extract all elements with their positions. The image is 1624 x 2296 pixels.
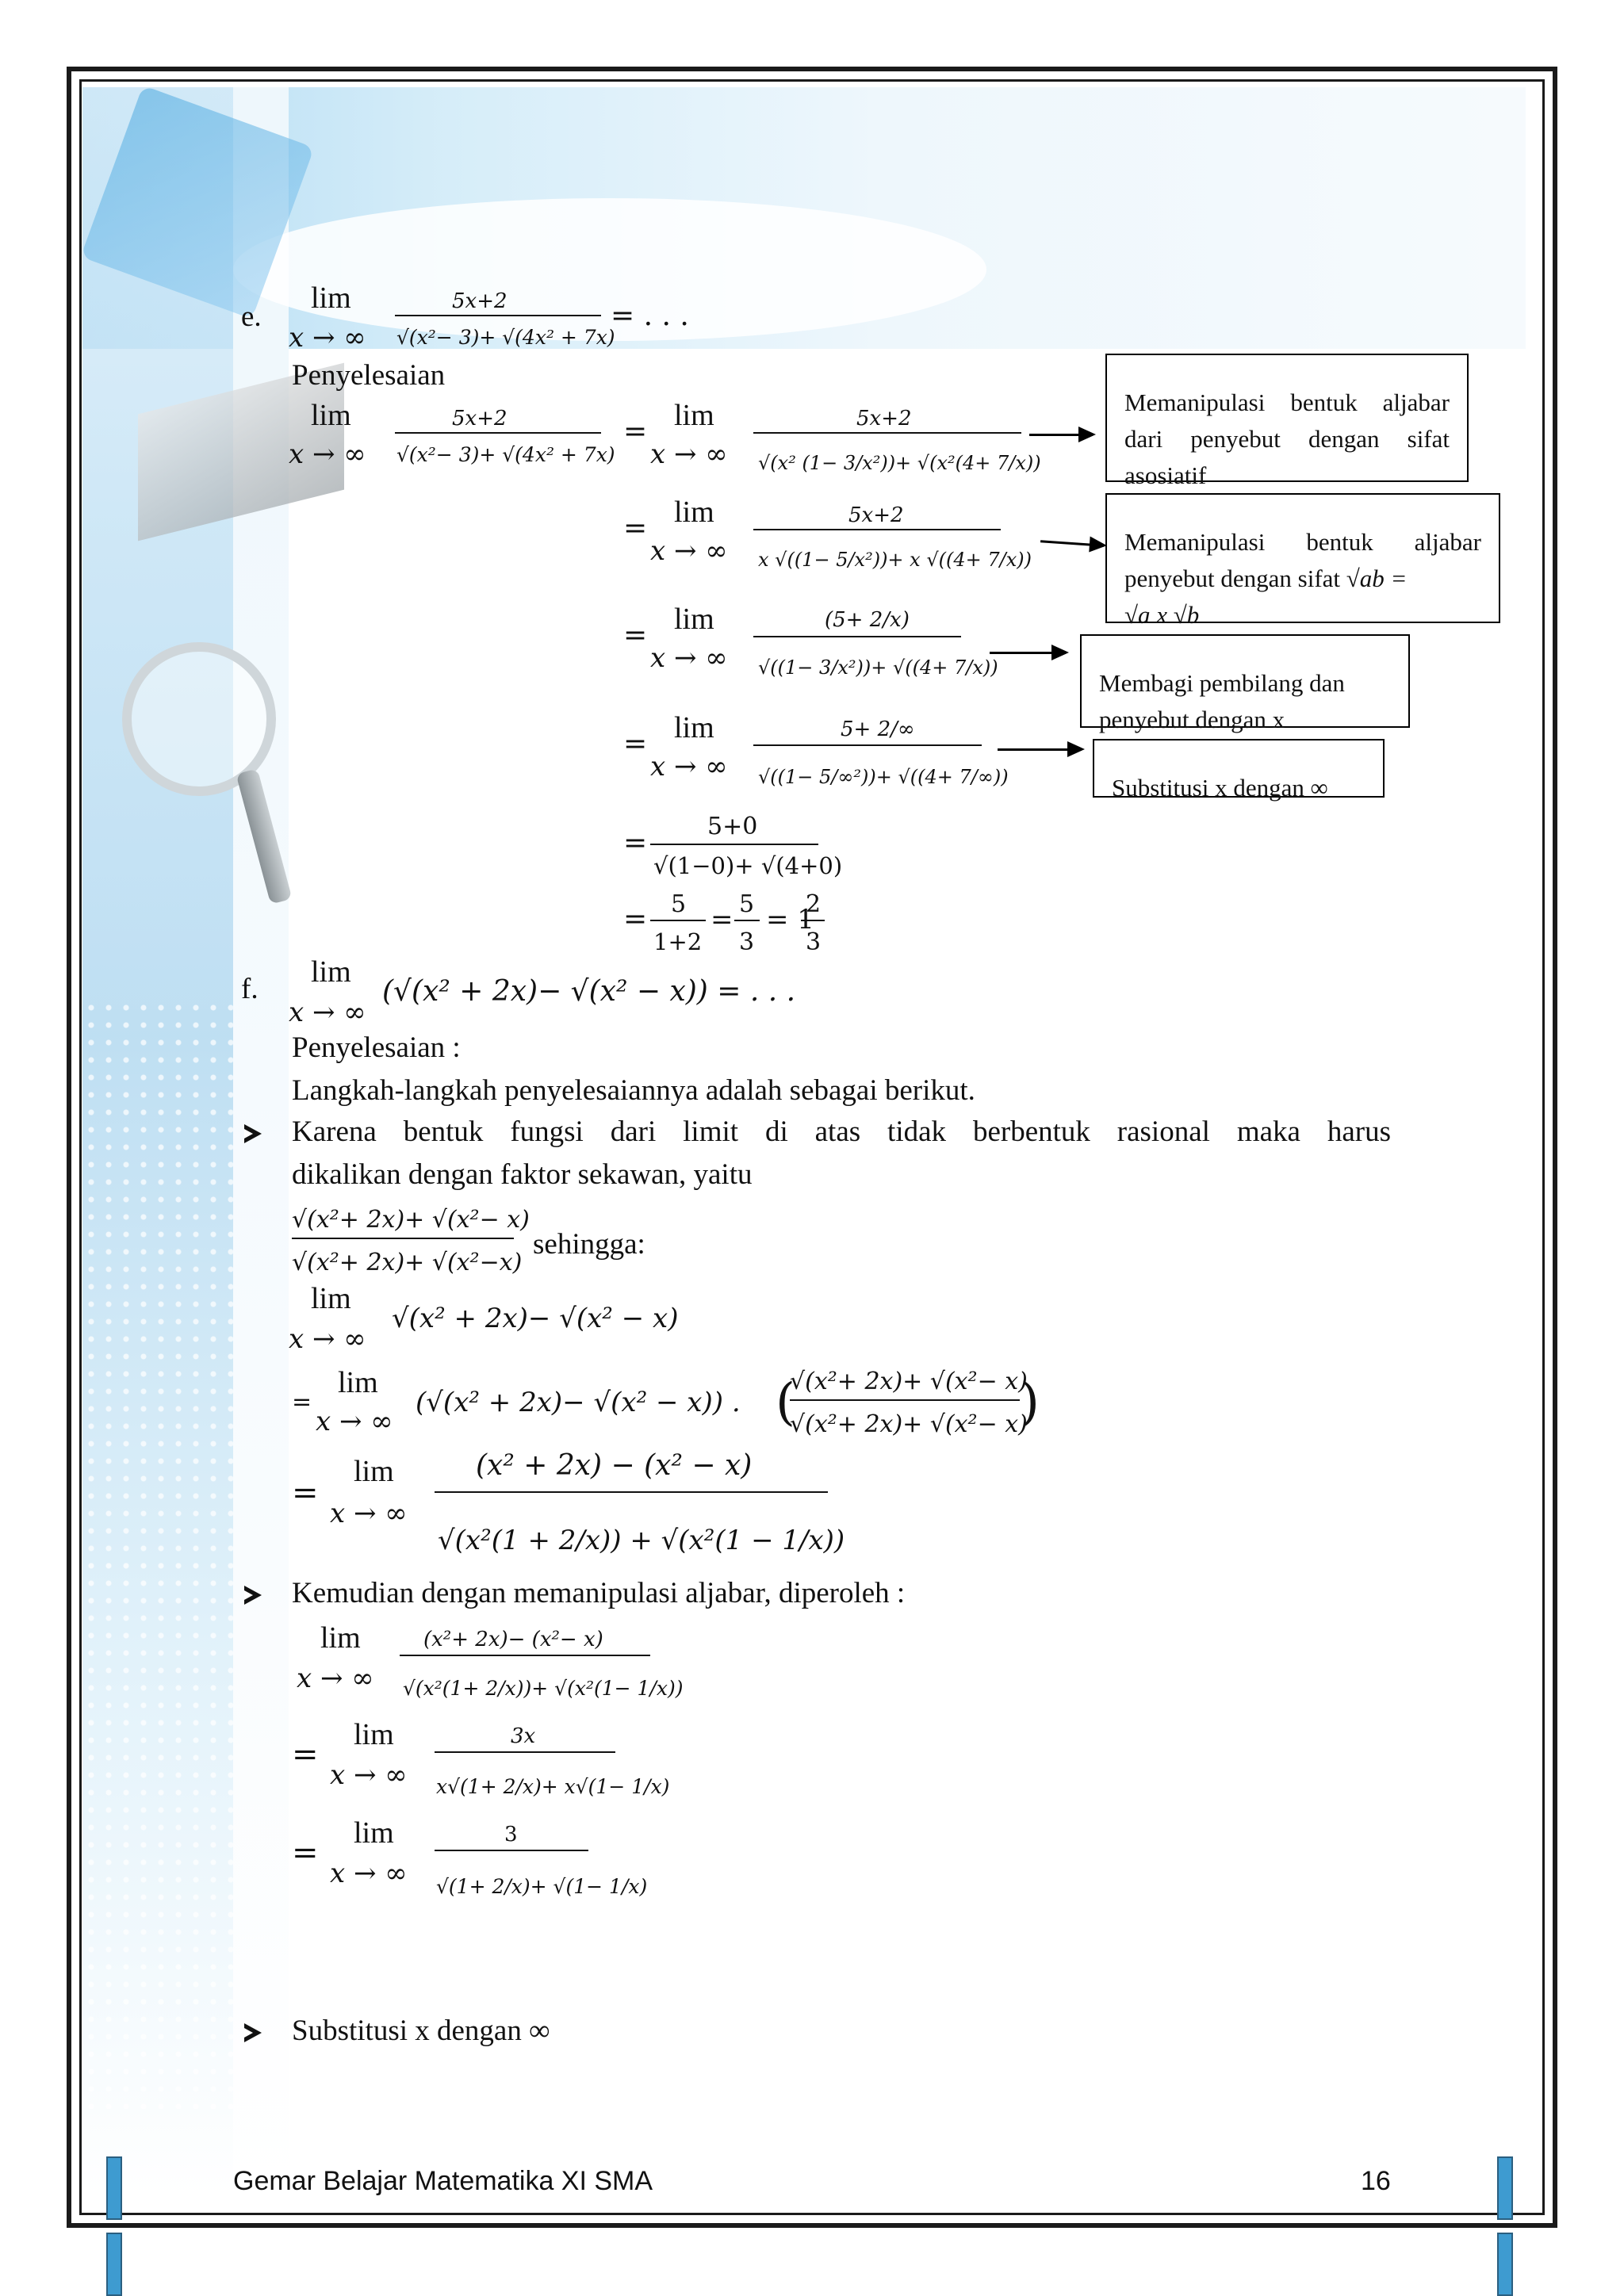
page-number: 16 <box>1361 2166 1391 2196</box>
note-text-a: Memanipulasi bentuk aljabar penyebut dengan sifat <box>1124 528 1481 592</box>
steps-intro: Langkah-langkah penyelesaiannya adalah sebagai berikut. <box>292 1074 975 1107</box>
conjugate-numerator: √(x²+ 2x)+ √(x²− x) <box>292 1206 530 1234</box>
bullet1-continued: dikalikan dengan faktor sekawan, yaitu <box>292 1158 753 1191</box>
g3-numerator: 3 <box>504 1823 518 1846</box>
bullet2-text: Kemudian dengan memanipulasi aljabar, diperoleh : <box>292 1577 906 1609</box>
e-lhs-denominator: √(x²− 3)+ √(4x² + 7x) <box>396 443 615 466</box>
item-label-f: f. <box>241 973 259 1005</box>
f-question-expression: (√(x² + 2x)− √(x² − x)) = . . . <box>382 975 796 1008</box>
note-text-b: √ab = <box>1346 564 1408 592</box>
g2-denominator: x√(1+ 2/x)+ x√(1− 1/x) <box>436 1775 670 1798</box>
lim-sub-e-lhs: x → ∞ <box>289 438 366 470</box>
bullet1-text: Karena bentuk fungsi dari limit di atas tidak berbentuk rasional maka harus <box>292 1115 1391 1148</box>
step2-numerator: 5x+2 <box>848 503 904 527</box>
eq-sign-step5: = <box>623 827 648 859</box>
lim-sub-f-expr: x → ∞ <box>289 1323 366 1355</box>
step6-den-a: 1+2 <box>653 928 703 955</box>
lim-step1: lim <box>674 399 714 432</box>
f-mult-numerator: √(x²+ 2x)+ √(x²− x) <box>790 1368 1028 1395</box>
step1-denominator: √(x² (1− 3/x²))+ √(x²(4+ 7/x)) <box>758 452 1041 474</box>
f-lim-expression: √(x² + 2x)− √(x² − x) <box>392 1303 679 1334</box>
step5-numerator: 5+0 <box>707 813 758 840</box>
f-mult-left: (√(x² + 2x)− √(x² − x)) . <box>416 1387 741 1418</box>
step6-den-c: 3 <box>806 928 822 956</box>
lim-f-expr: lim <box>311 1282 351 1315</box>
conjugate-denominator: √(x²+ 2x)+ √(x²−x) <box>292 1249 523 1276</box>
lim-g2: lim <box>354 1718 394 1751</box>
lim-sub-f-mult: x → ∞ <box>316 1406 393 1437</box>
bullet-arrow-icon <box>244 1124 262 1143</box>
note-text-substitute: Substitusi x dengan ∞ <box>1112 774 1328 802</box>
lim-sub-step3: x → ∞ <box>650 642 728 674</box>
lim-g3: lim <box>354 1816 394 1850</box>
g2-numerator: 3x <box>511 1724 536 1748</box>
step3-numerator: (5+ 2/x) <box>825 608 910 632</box>
footer-title: Gemar Belajar Matematika XI SMA <box>233 2166 653 2196</box>
note-text-associative: Memanipulasi bentuk aljabar dari penyebut dengan sifat asosiatif <box>1124 388 1450 489</box>
solution-heading-f: Penyelesaian : <box>292 1031 461 1064</box>
f-frac-numerator: (x² + 2x) − (x² − x) <box>476 1449 753 1482</box>
lim-sub-f-frac: x → ∞ <box>330 1498 408 1529</box>
lim-sub-e-question: x → ∞ <box>289 322 366 354</box>
lim-sub-step2: x → ∞ <box>650 535 728 567</box>
step6-eq-b: = <box>710 904 733 936</box>
step6-den-b: 3 <box>739 928 755 956</box>
e-lhs-numerator: 5x+2 <box>452 407 508 430</box>
eq-sign-g2: = <box>292 1736 319 1773</box>
e-question-ellipsis: = . . . <box>611 300 689 332</box>
item-label-e: e. <box>241 300 262 333</box>
eq-sign-g3: = <box>292 1835 319 1871</box>
sehingga-text: sehingga: <box>533 1228 645 1261</box>
lim-e-lhs: lim <box>311 399 351 432</box>
step6-num-b: 5 <box>739 890 755 918</box>
eq-sign-step2: = <box>623 512 648 545</box>
note-text-c: √a x √b <box>1124 601 1200 629</box>
lim-sub-g1: x → ∞ <box>297 1663 374 1694</box>
lim-sub-step1: x → ∞ <box>650 438 728 470</box>
lim-f-question: lim <box>311 955 351 989</box>
bullet-arrow-icon <box>244 2023 262 2042</box>
lim-sub-f-question: x → ∞ <box>289 997 366 1028</box>
g1-numerator: (x²+ 2x)− (x²− x) <box>423 1628 603 1651</box>
step3-denominator: √((1− 3/x²))+ √((4+ 7/x)) <box>758 656 998 679</box>
eq-sign-f-frac: = <box>292 1475 319 1511</box>
f-frac-denominator: √(x²(1 + 2/x)) + √(x²(1 − 1/x)) <box>438 1525 845 1556</box>
e-question-denominator: √(x²− 3)+ √(4x² + 7x) <box>396 326 615 349</box>
e-question-numerator: 5x+2 <box>452 289 508 313</box>
g3-denominator: √(1+ 2/x)+ √(1− 1/x) <box>436 1875 648 1898</box>
bullet-arrow-icon <box>244 1586 262 1605</box>
bullet3-text: Substitusi x dengan ∞ <box>292 2015 550 2047</box>
step6-eq-c: = 1 <box>766 904 814 936</box>
solution-heading-e: Penyelesaian <box>292 359 446 392</box>
lim-step4: lim <box>674 711 714 744</box>
lim-g1: lim <box>320 1621 361 1655</box>
eq-sign-step4: = <box>623 728 648 760</box>
eq-sign-step3: = <box>623 619 648 652</box>
paren-open: ( <box>776 1373 795 1432</box>
eq-sign-step6: = <box>623 903 648 936</box>
step5-denominator: √(1−0)+ √(4+0) <box>653 852 843 879</box>
step1-numerator: 5x+2 <box>856 407 912 430</box>
lim-f-mult: lim <box>338 1366 378 1399</box>
step2-denominator: x √((1− 5/x²))+ x √((4+ 7/x)) <box>758 549 1032 571</box>
paren-close: ) <box>1020 1373 1040 1432</box>
lim-step3: lim <box>674 603 714 636</box>
eq-sign-f-mult: = <box>292 1388 312 1416</box>
step6-num-c: 2 <box>806 890 822 918</box>
eq-sign-step1: = <box>623 415 648 448</box>
step4-numerator: 5+ 2/∞ <box>841 718 915 741</box>
lim-sub-g2: x → ∞ <box>330 1759 408 1791</box>
f-mult-denominator: √(x²+ 2x)+ √(x²− x) <box>790 1410 1028 1438</box>
step4-denominator: √((1− 5/∞²))+ √((4+ 7/∞)) <box>758 766 1009 788</box>
lim-f-frac: lim <box>354 1455 394 1488</box>
note-text-divide-by-x: Membagi pembilang dan penyebut dengan x <box>1099 669 1345 733</box>
g1-denominator: √(x²(1+ 2/x))+ √(x²(1− 1/x)) <box>403 1677 684 1700</box>
lim-sub-g3: x → ∞ <box>330 1858 408 1889</box>
step6-num-a: 5 <box>671 890 687 918</box>
lim-sub-step4: x → ∞ <box>650 751 728 783</box>
lim-step2: lim <box>674 496 714 529</box>
lim-e-question: lim <box>311 281 351 315</box>
